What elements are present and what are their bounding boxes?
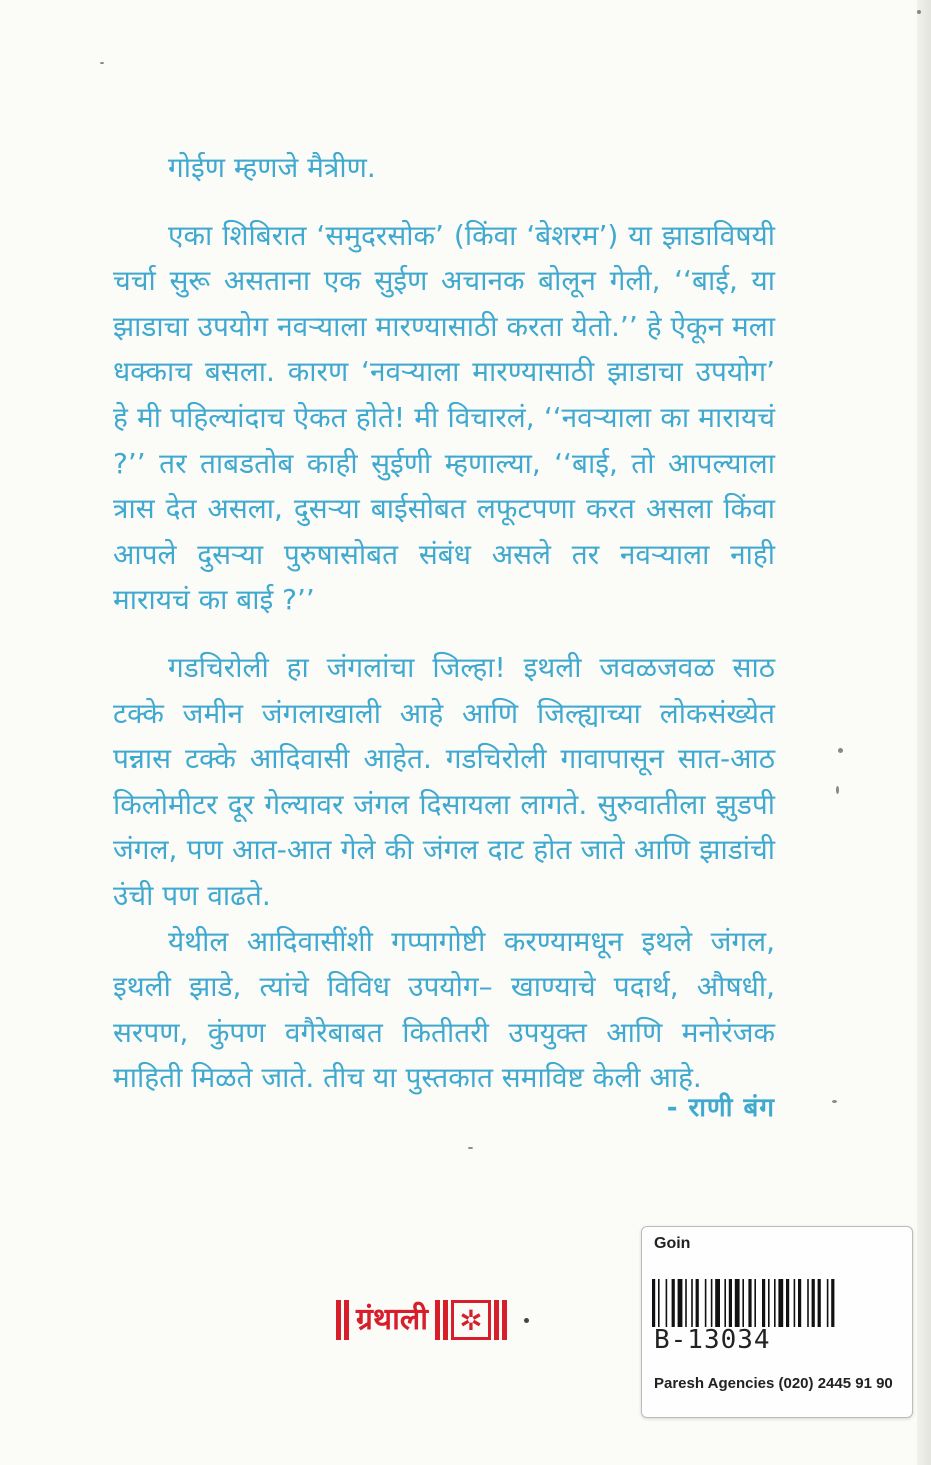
logo-wordmark: ग्रंथाली [356,1302,428,1337]
logo-bar [344,1300,349,1340]
page-edge [917,0,931,1465]
publisher-logo [336,1297,529,1343]
paper-speck [836,786,839,794]
agency-line: Paresh Agencies (020) 2445 91 90 [654,1375,893,1392]
logo-bar [336,1300,341,1340]
barcode-icon [652,1279,898,1327]
paper-speck [917,10,921,14]
sticker-title: Goin [654,1235,691,1252]
paper-speck [100,62,104,64]
back-cover-text [113,145,775,1101]
paper-speck [468,1147,473,1149]
paper-speck [832,1100,837,1103]
paragraph-book-content: येथील आदिवासींशी गप्पागोष्टी करण्यामधून इथले जंगल, इथली झाडे, त्यांचे विविध उपयोग– खाण्याचे पदार्थ, औषधी, सरपण, कुंपण वगैरेबाबत कितीतरी उपयुक्त आणि मनोरंजक माहिती मिळते जाते. तीच या पुस्तकात समाविष्ट केली आहे. [113,924,775,1095]
logo-bar [494,1300,499,1340]
logo-bar [502,1300,507,1340]
logo-bar [435,1300,440,1340]
author-signature: - राणी बंग [666,1093,775,1123]
star-icon: ✲ [451,1300,491,1340]
paragraph-story: एका शिबिरात ‘समुदरसोक’ (किंवा ‘बेशरम’) या झाडाविषयी चर्चा सुरू असताना एक सुईण अचानक बोलून गेली, ‘‘बाई, या झाडाचा उपयोग नवऱ्याला मारण्यासाठी करता येतो.’’ हे ऐकून मला धक्काच बसला. कारण ‘नवऱ्याला मारण्यासाठी झाडाचा उपयोग’ हे मी पहिल्यांदाच ऐकत होते! मी विचारलं, ‘‘नवऱ्याला का मारायचं ?’’ तर ताबडतोब काही सुईणी म्हणाल्या, ‘‘बाई, तो आपल्याला त्रास देत असला, दुसऱ्या बाईसोबत लफूटपणा करत असला किंवा आपले दुसऱ्या पुरुषासोबत संबंध असले तर नवऱ्याला नाही मारायचं का बाई ?’’ [113,218,775,617]
paragraph-gadchiroli: गडचिरोली हा जंगलांचा जिल्हा! इथली जवळजवळ साठ टक्के जमीन जंगलाखाली आहे आणि जिल्ह्याच्या लोकसंख्येत पन्नास टक्के आदिवासी आहेत. गडचिरोली गावापासून सात-आठ किलोमीटर दूर गेल्यावर जंगल दिसायला लागते. सुरुवातीला झुडपी जंगल, पण आत-आत गेले की जंगल दाट होत जाते आणि झाडांची उंची पण वाढते. [113,650,775,912]
price-sticker [641,1226,913,1418]
barcode-number: B-13034 [654,1325,771,1355]
logo-bar [443,1300,448,1340]
dot-mark [524,1318,529,1323]
opening-line: गोईण म्हणजे मैत्रीण. [168,151,376,184]
paper-speck [838,748,843,753]
